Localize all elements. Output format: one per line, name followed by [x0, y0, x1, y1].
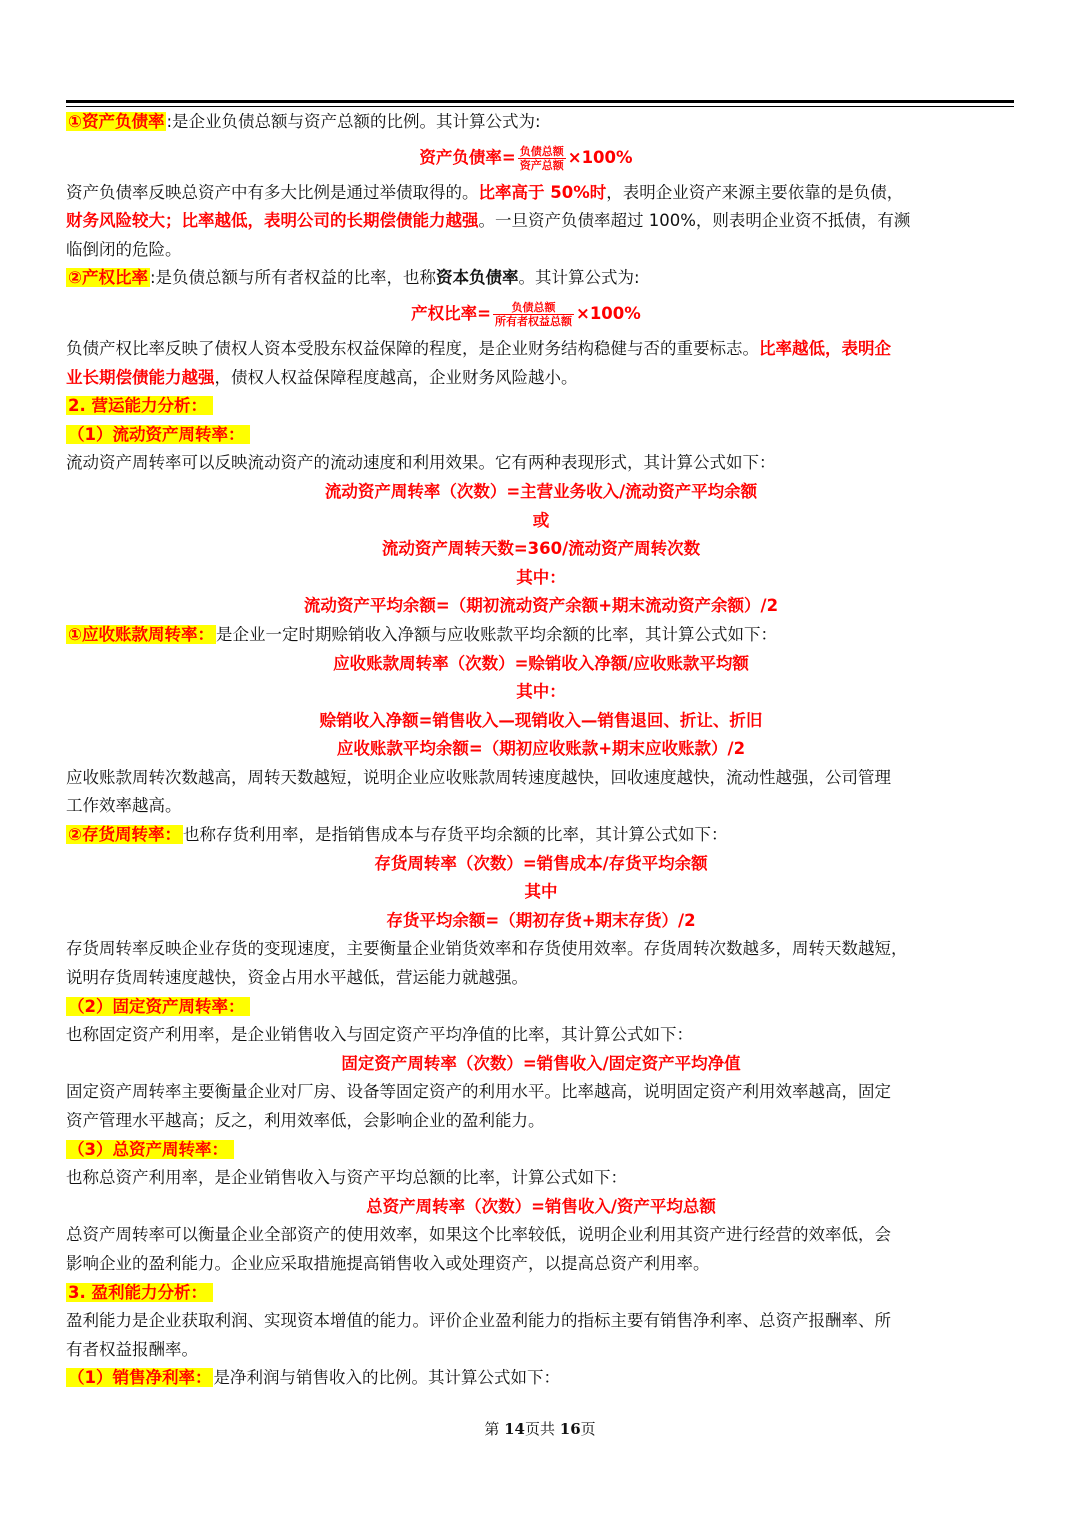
- total-asset-para-2: 影响企业的盈利能力。企业应采取措施提高销售收入或处理资产，以提高总资产利用率。: [66, 1253, 710, 1273]
- debt-ratio-fraction: $\frac{\text{负债总额}}{\text{资产总额}}$: [519, 144, 564, 172]
- formula-inventory-turnover: 存货周转率（次数）=销售成本/存货平均余额: [374, 853, 708, 873]
- formula-ar-avg: 应收账款平均余额=（期初应收账款+期末应收账款）/2: [336, 739, 746, 759]
- formula-current-asset-avg: 流动资产平均余额=（期初流动资产余额+期末流动资产余额）/2: [303, 596, 779, 616]
- page-footer: 第 14页共 16页: [484, 1420, 596, 1438]
- fixed-asset-para-1: 固定资产周转率主要衡量企业对厂房、设备等固定资产的利用水平。比率越高，说明固定资产利用效率越高，固定: [66, 1082, 891, 1102]
- formula-fixed-asset-turnover: 固定资产周转率（次数）=销售收入/固定资产平均净值: [341, 1053, 741, 1073]
- inventory-para-2: 说明存货周转速度越快，资金占用水平越低，营运能力就越强。: [66, 968, 528, 988]
- equity-ratio-label: ②产权比率: [68, 268, 148, 288]
- header-rule-thin: [66, 106, 1014, 107]
- fixed-asset-turnover-heading: （2）固定资产周转率：: [66, 993, 1016, 1022]
- page-total: 16: [559, 1420, 581, 1438]
- total-asset-turnover-desc: 也称总资产利用率，是企业销售收入与资产平均总额的比率，计算公式如下：: [66, 1168, 627, 1188]
- ar-para-1: 应收账款周转次数越高，周转天数越短，说明企业应收账款周转速度越快，回收速度越快，流动性越强，公司管理: [66, 767, 891, 787]
- debt-ratio-heading: ①资产负债率 :是企业负债总额与资产总额的比例。其计算公式为:: [68, 112, 541, 131]
- formula-current-asset-turnover: 流动资产周转率（次数）=主营业务收入/流动资产平均余额: [324, 481, 758, 501]
- debt-ratio-para-3: 临倒闭的危险。: [66, 239, 182, 259]
- inventory-turnover-heading: ②存货周转率： 也称存货利用率，是指销售成本与存货平均余额的比率，其计算公式如下：: [68, 825, 728, 845]
- current-asset-turnover-desc: 流动资产周转率可以反映流动资产的流动速度和利用效果。它有两种表现形式，其计算公式如下：: [66, 453, 776, 473]
- formula-among-1: 其中：: [516, 567, 566, 587]
- net-profit-margin-heading: （1）销售净利率： 是净利润与销售收入的比例。其计算公式如下：: [68, 1368, 560, 1388]
- formula-ar-turnover: 应收账款周转率（次数）=赊销收入净额/应收账款平均额: [333, 653, 749, 673]
- debt-ratio-para-1: 资产负债率反映总资产中有多大比例是通过举债取得的。比率高于 50%时，表明企业资产来源主要依靠的是负债，: [66, 182, 904, 202]
- total-asset-para-1: 总资产周转率可以衡量企业全部资产的使用效率，如果这个比率较低，说明企业利用其资产进行经营的效率低，会: [66, 1225, 891, 1245]
- profitability-para-2: 有者权益报酬率。: [66, 1339, 198, 1359]
- formula-net-credit-sales: 赊销收入净额=销售收入—现销收入—销售退回、折让、折旧: [319, 710, 763, 730]
- total-asset-turnover-heading: （3）总资产周转率：: [66, 1136, 1016, 1165]
- formula-or: 或: [532, 510, 550, 530]
- section-2-title: 2. 营运能力分析：: [66, 392, 1016, 421]
- profitability-para-1: 盈利能力是企业获取利润、实现资本增值的能力。评价企业盈利能力的指标主要有销售净利率、总资产报酬率、所: [66, 1311, 891, 1331]
- current-asset-turnover-heading: （1）流动资产周转率：: [66, 421, 1016, 450]
- formula-among-3: 其中: [524, 882, 558, 902]
- header-rule-thick: [66, 100, 1014, 103]
- page-content: [66, 108, 1016, 1393]
- equity-ratio-para-2: 业长期偿债能力越强，债权人权益保障程度越高，企业财务风险越小。: [66, 367, 578, 387]
- fixed-asset-turnover-desc: 也称固定资产利用率，是企业销售收入与固定资产平均净值的比率，其计算公式如下：: [66, 1025, 693, 1045]
- ar-turnover-heading: ①应收账款周转率： 是企业一定时期赊销收入净额与应收账款平均余额的比率，其计算公式如下：: [68, 624, 777, 644]
- formula-total-asset-turnover: 总资产周转率（次数）=销售收入/资产平均总额: [366, 1196, 716, 1216]
- debt-ratio-formula: 资产负债率= $\frac{\text{负债总额}}{\text{资产总额}}$ ×100%: [419, 144, 633, 172]
- page-number: 14: [504, 1420, 525, 1438]
- debt-ratio-para-2: 财务风险较大；比率越低，表明公司的长期偿债能力越强。一旦资产负债率超过 100%，则表明企业资不抵债，有濒: [66, 211, 911, 231]
- formula-among-2: 其中：: [516, 682, 566, 702]
- section-3-title: 3. 盈利能力分析：: [66, 1279, 1016, 1308]
- equity-ratio-para-1: 负债产权比率反映了债权人资本受股东权益保障的程度，是企业财务结构稳健与否的重要标志。比率越低，表明企: [66, 338, 891, 358]
- equity-ratio-formula: 产权比率= $\frac{\text{负债总额}}{\text{所有者权益总额}}$ ×100%: [411, 300, 641, 328]
- equity-ratio-heading: ②产权比率 :是负债总额与所有者权益的比率，也称资本负债率。其计算公式为:: [68, 268, 640, 288]
- equity-ratio-fraction: $\frac{\text{负债总额}}{\text{所有者权益总额}}$: [495, 300, 572, 328]
- formula-current-asset-days: 流动资产周转天数=360/流动资产周转次数: [381, 539, 701, 559]
- fixed-asset-para-2: 资产管理水平越高；反之，利用效率低，会影响企业的盈利能力。: [66, 1111, 545, 1130]
- inventory-para-1: 存货周转率反映企业存货的变现速度，主要衡量企业销货效率和存货使用效率。存货周转次数越多，周转天数越短，: [66, 939, 908, 959]
- debt-ratio-label: ①资产负债率: [68, 112, 165, 131]
- formula-inventory-avg: 存货平均余额=（期初存货+期末存货）/2: [386, 910, 696, 930]
- ar-para-2: 工作效率越高。: [66, 796, 182, 816]
